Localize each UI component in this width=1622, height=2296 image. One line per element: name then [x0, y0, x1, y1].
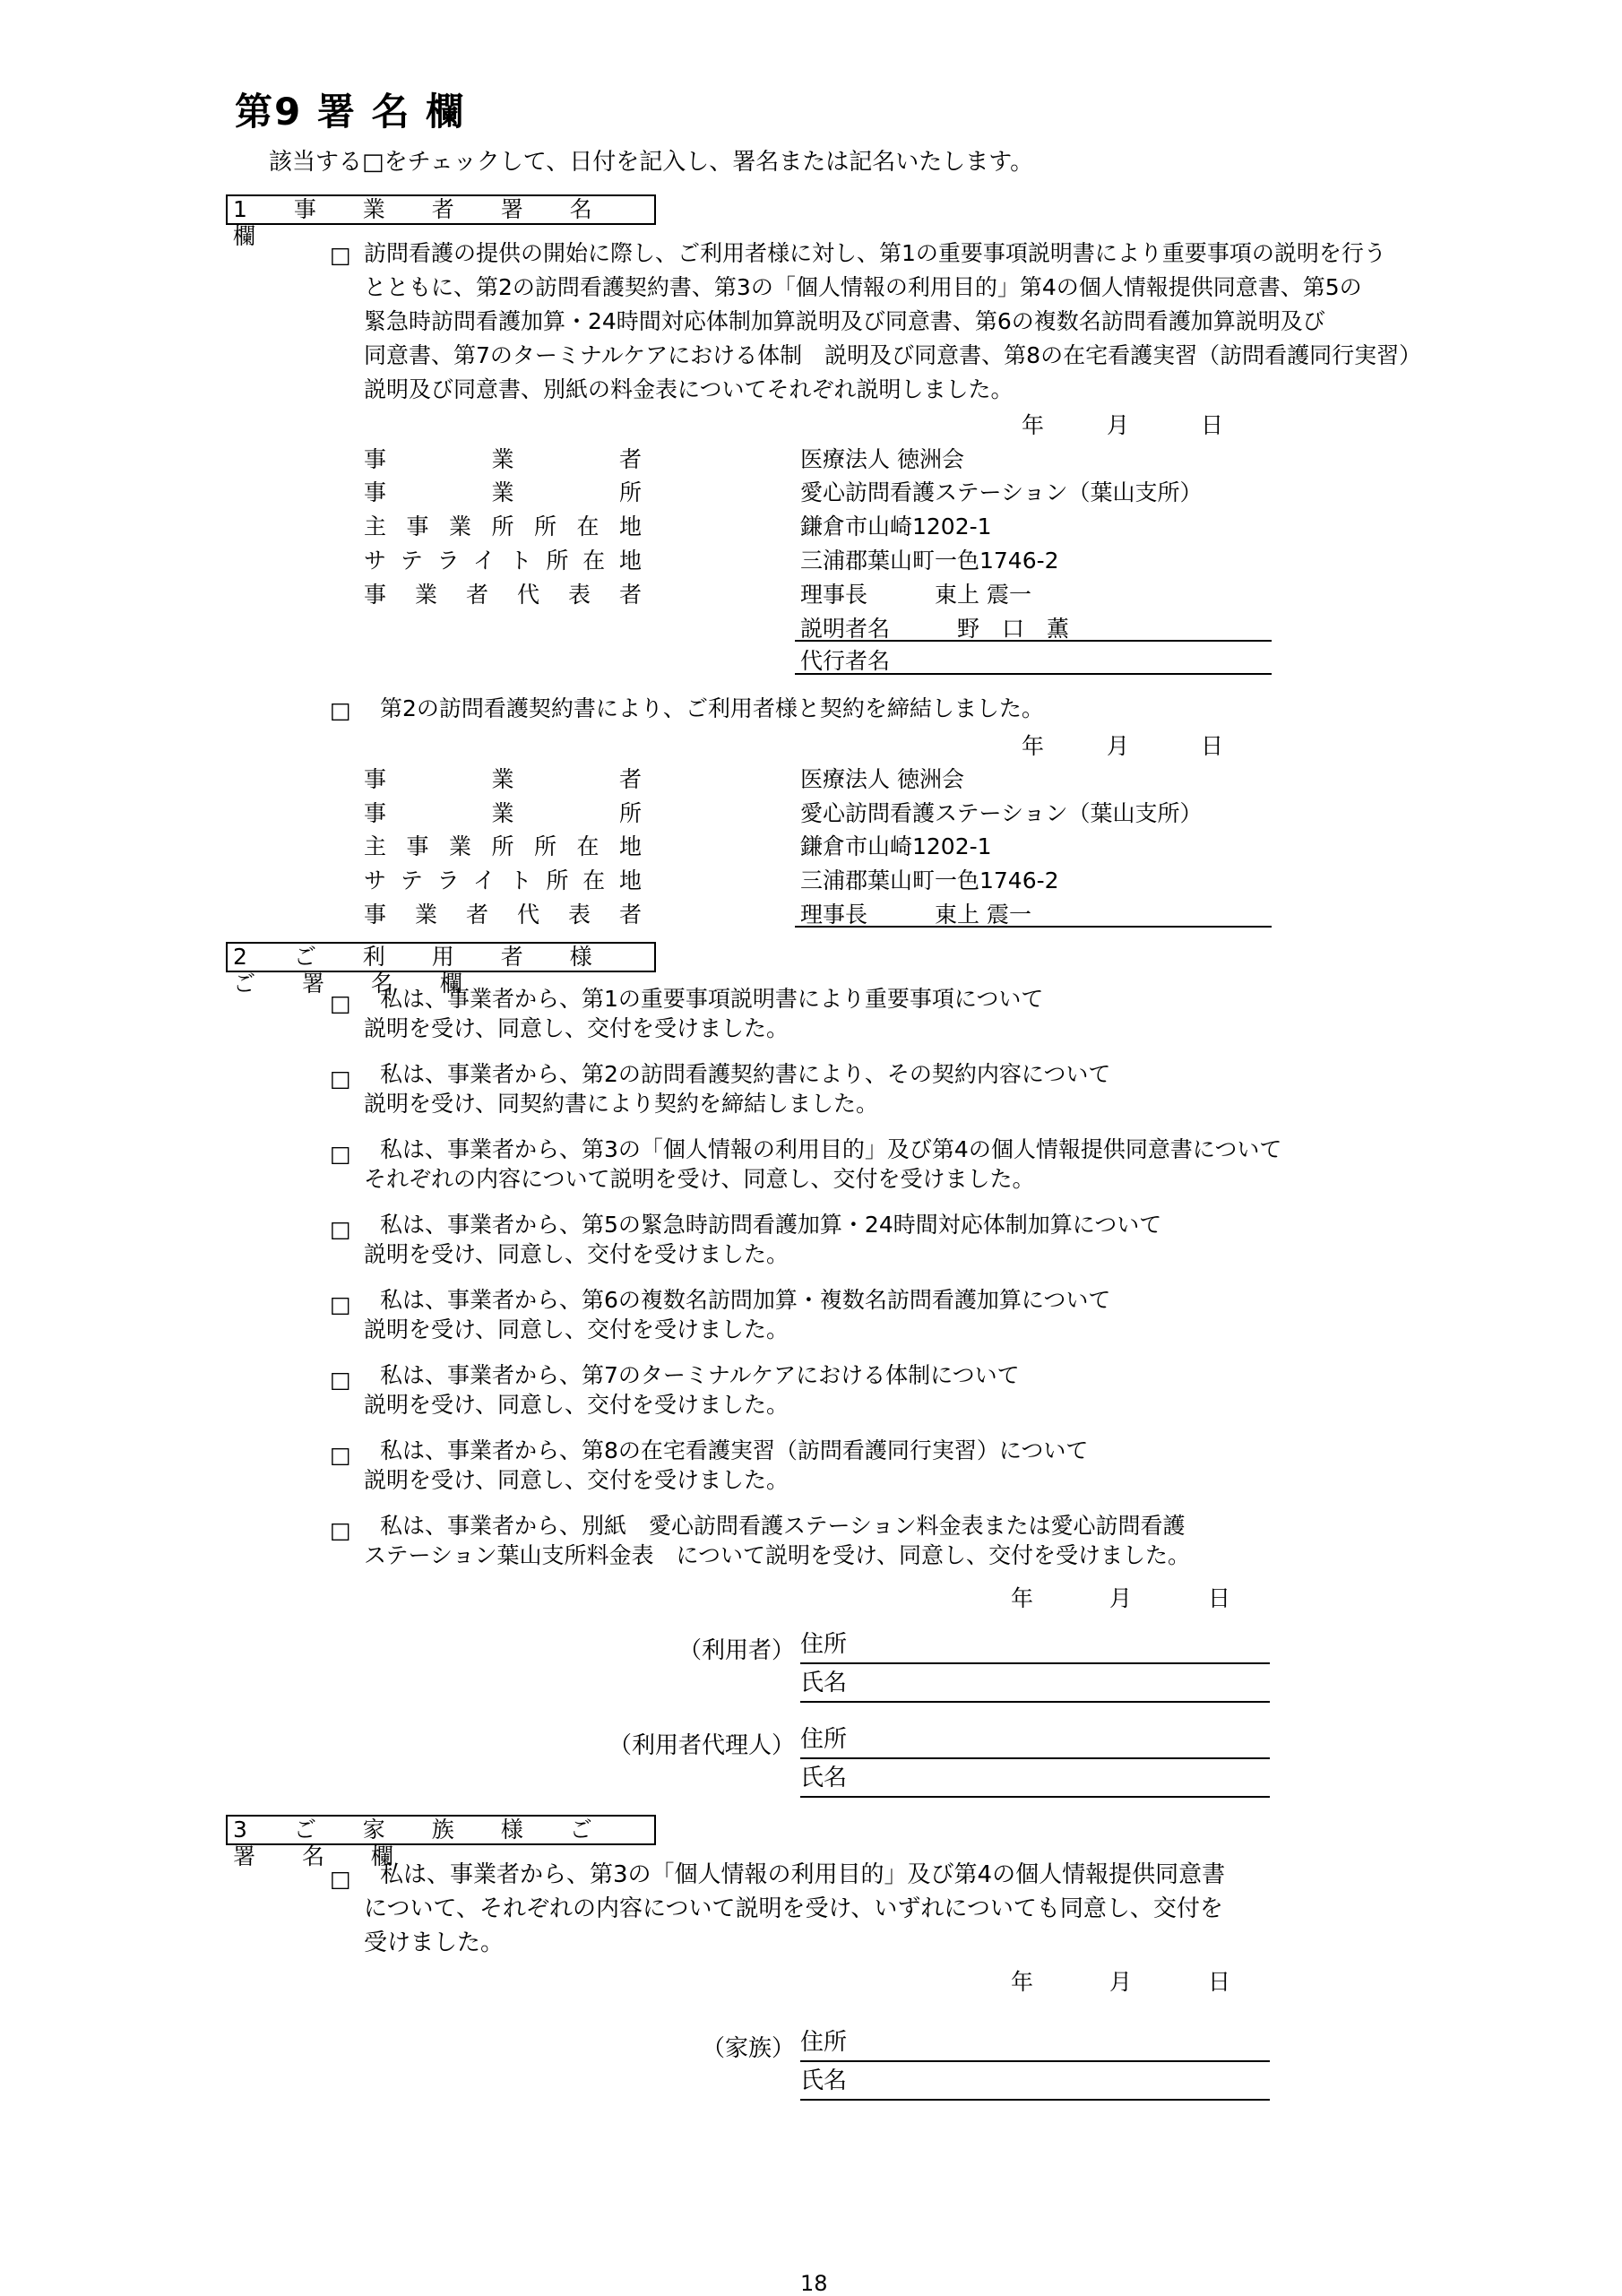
section2-item2-checkbox[interactable]: □	[330, 1066, 351, 1092]
provider2-value-main-address: 鎌倉市山崎1202-1	[800, 833, 992, 859]
section2-item4-checkbox[interactable]: □	[330, 1216, 351, 1242]
intro-text: 該当する□をチェックして、日付を記入し、署名または記名いたします。	[269, 149, 1034, 176]
section3-item-checkbox[interactable]: □	[330, 1866, 351, 1892]
section2-item8-text: 私は、事業者から、別紙 愛心訪問看護ステーション料金表または愛心訪問看護 ステーション葉山支所料金表 について説明を受け、同意し、交付を受けました。	[364, 1513, 1191, 1568]
user-label: （利用者）	[677, 1637, 795, 1664]
page-number: 18	[800, 2271, 828, 2296]
section1-item2-checkbox[interactable]: □	[330, 697, 351, 723]
section2-item8-checkbox[interactable]: □	[330, 1517, 351, 1543]
provider2-label-satellite-address: サテライト所在地	[364, 867, 642, 893]
proxy-address-field[interactable]: 住所	[800, 1722, 1270, 1759]
provider2-value-business: 医療法人 徳洲会	[800, 766, 964, 792]
provider2-value-representative: 理事長 東上 震一	[800, 902, 1031, 928]
provider-value-representative: 理事長 東上 震一	[800, 582, 1031, 608]
section2-item7-text: 私は、事業者から、第8の在宅看護実習（訪問看護同行実習）について 説明を受け、同意し、交付を受けました。	[364, 1437, 1089, 1493]
provider-label-representative: 事業者代表者	[364, 582, 642, 608]
section1-item1-date[interactable]: 年 月 日	[1022, 412, 1224, 438]
section2-item6-text: 私は、事業者から、第7のターミナルケアにおける体制について 説明を受け、同意し、交付を受けました。	[364, 1362, 1020, 1418]
provider2-value-office: 愛心訪問看護ステーション（葉山支所）	[800, 800, 1203, 826]
page-title: 第9 署 名 欄	[235, 90, 466, 134]
provider-value-main-address: 鎌倉市山崎1202-1	[800, 514, 992, 539]
section3-heading: 3 ご 家 族 様 ご 署 名 欄	[226, 1815, 656, 1845]
section2-item5-text: 私は、事業者から、第6の複数名訪問加算・複数名訪問看護加算について 説明を受け、同意し、交付を受けました。	[364, 1287, 1111, 1342]
section2-item7-checkbox[interactable]: □	[330, 1442, 351, 1468]
section2-item1-text: 私は、事業者から、第1の重要事項説明書により重要事項について 説明を受け、同意し、交付を受けました。	[364, 986, 1044, 1041]
provider-label-main-address: 主事業所所在地	[364, 514, 642, 539]
provider2-label-main-address: 主事業所所在地	[364, 833, 642, 859]
section1-item2-text: 第2の訪問看護契約書により、ご利用者様と契約を締結しました。	[380, 695, 1044, 721]
section1-item1-text: 訪問看護の提供の開始に際し、ご利用者様に対し、第1の重要事項説明書により重要事項の説明を行う とともに、第2の訪問看護契約書、第3の「個人情報の利用目的」第4の個人情報提供同意書、第5の 緊急時訪問看護加算・24時間対応体制加算説明及び同意書、第6の複数名訪問看護加算説明及び 同意書、第7のターミナルケアにおける体制 説明及び同意書、第8の在宅看護実習（訪問看護同行実習） 説明及び同意書、別紙の料金表についてそれぞれ説明しました。	[364, 240, 1422, 402]
section2-item3-text: 私は、事業者から、第3の「個人情報の利用目的」及び第4の個人情報提供同意書について それぞれの内容について説明を受け、同意し、交付を受けました。	[364, 1136, 1282, 1192]
provider-value-business: 医療法人 徳洲会	[800, 446, 964, 472]
family-address-field[interactable]: 住所	[800, 2024, 1270, 2062]
section2-heading: 2 ご 利 用 者 様 ご 署 名 欄	[226, 942, 656, 972]
agent-name-label: 代行者名	[800, 648, 891, 674]
explainer-underline	[795, 640, 1272, 642]
user-name-field[interactable]: 氏名	[800, 1665, 1270, 1703]
section2-item4-text: 私は、事業者から、第5の緊急時訪問看護加算・24時間対応体制加算について 説明を受け、同意し、交付を受けました。	[364, 1212, 1162, 1267]
provider2-label-representative: 事業者代表者	[364, 902, 642, 928]
proxy-name-field[interactable]: 氏名	[800, 1760, 1270, 1798]
family-label: （家族）	[701, 2035, 795, 2062]
provider-value-satellite-address: 三浦郡葉山町一色1746-2	[800, 548, 1059, 574]
family-name-field[interactable]: 氏名	[800, 2063, 1270, 2101]
section2-item6-checkbox[interactable]: □	[330, 1367, 351, 1393]
section2-item2-text: 私は、事業者から、第2の訪問看護契約書により、その契約内容について 説明を受け、同契約書により契約を締結しました。	[364, 1061, 1111, 1117]
provider-label-business: 事業者	[364, 446, 642, 472]
section2-item3-checkbox[interactable]: □	[330, 1141, 351, 1167]
provider-label-office: 事業所	[364, 479, 642, 505]
section2-date[interactable]: 年 月 日	[1011, 1585, 1231, 1611]
proxy-label: （利用者代理人）	[608, 1732, 795, 1759]
section1-item2-date[interactable]: 年 月 日	[1022, 733, 1224, 759]
section2-item1-checkbox[interactable]: □	[330, 990, 351, 1016]
explainer-name: 説明者名 野 口 薫	[800, 616, 1070, 642]
agent-name-line[interactable]	[795, 673, 1272, 675]
section2-item5-checkbox[interactable]: □	[330, 1291, 351, 1317]
provider-value-office: 愛心訪問看護ステーション（葉山支所）	[800, 479, 1203, 505]
section3-item-text: 私は、事業者から、第3の「個人情報の利用目的」及び第4の個人情報提供同意書 について、それぞれの内容について説明を受け、いずれについても同意し、交付を 受けました。	[364, 1861, 1226, 1956]
provider2-value-satellite-address: 三浦郡葉山町一色1746-2	[800, 867, 1059, 893]
section3-date[interactable]: 年 月 日	[1011, 1969, 1231, 1995]
section1-item1-checkbox[interactable]: □	[330, 242, 351, 268]
user-address-field[interactable]: 住所	[800, 1627, 1270, 1664]
provider2-label-business: 事業者	[364, 766, 642, 792]
section1-heading: 1 事 業 者 署 名 欄	[226, 194, 656, 225]
provider2-label-office: 事業所	[364, 800, 642, 826]
representative-underline	[795, 926, 1272, 928]
provider-label-satellite-address: サテライト所在地	[364, 548, 642, 574]
